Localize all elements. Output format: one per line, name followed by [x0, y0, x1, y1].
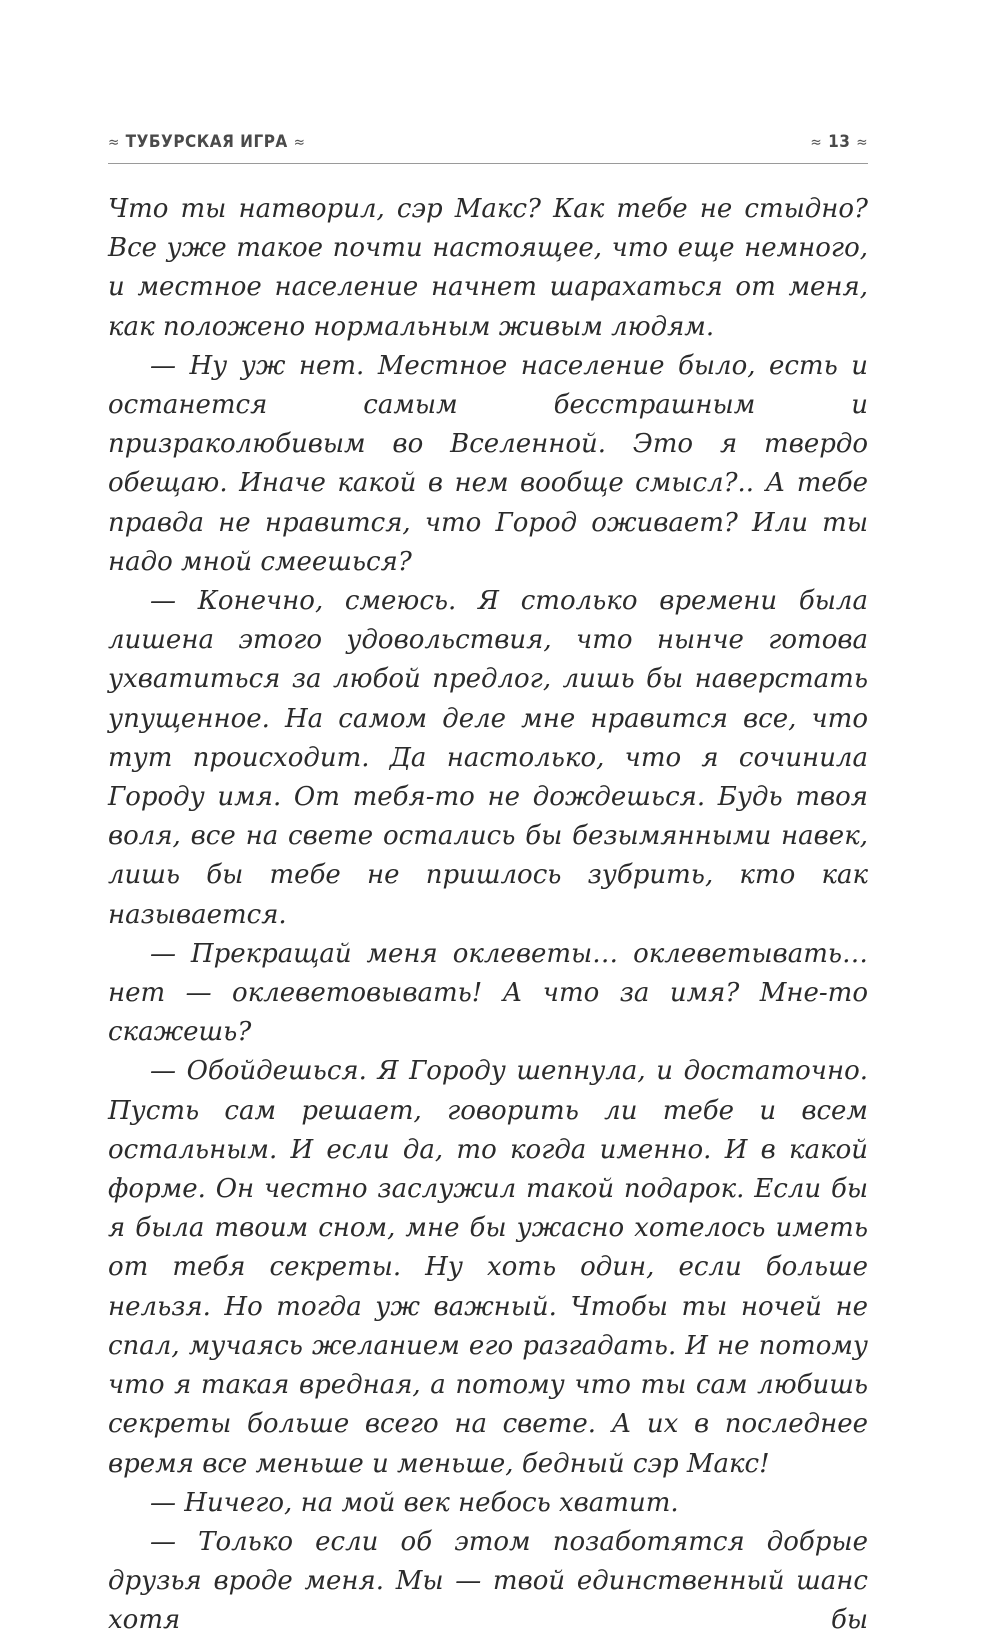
wave-ornament-icon: ≈ [108, 133, 120, 151]
wave-ornament-icon: ≈ [856, 133, 868, 151]
header-page-group [810, 132, 868, 152]
dialogue-paragraph: — Обойдешься. Я Городу шепнула, и достаточно. Пусть сам решает, говорить ли тебе и всем остальным. И если да, то когда именно. И в какой форме. Он честно заслужил такой подарок. Если бы я была твоим сном, мне бы ужасно хотелось иметь от тебя секреты. Ну хоть один, если больше нельзя. Но тогда уж важный. Чтобы ты ночей не спал, мучаясь желанием его разгадать. И не потому что я такая вредная, а потому что ты сам любишь секреты больше всего на свете. А их в последнее время все меньше и меньше, бедный сэр Макс! [108, 1056, 868, 1479]
dialogue-paragraph: — Ну уж нет. Местное население было, есть и останется самым бесстрашным и призраколюбивым во Вселенной. Это я твердо обещаю. Иначе какой в нем вообще смысл?.. А тебе правда не нравится, что Город оживает? Или ты надо мной смеешься? [108, 350, 868, 577]
dialogue-paragraph: — Конечно, смеюсь. Я столько времени была лишена этого удовольствия, что нынче готова ухватиться за любой предлог, лишь бы наверстать упущенное. На самом деле мне нравится все, что тут происходит. Да настолько, что я сочинила Городу имя. От тебя-то не дождешься. Будь твоя воля, все на свете остались бы безымянными навек, лишь бы тебе не пришлось зубрить, кто как называется. [108, 586, 868, 930]
wave-ornament-icon: ≈ [293, 133, 306, 151]
running-header [108, 132, 868, 156]
dialogue-paragraph-continues: — Только если об этом позаботятся добрые друзья вроде меня. Мы — твой единственный шанс хотя бы [108, 1526, 868, 1636]
dialogue-paragraph: — Прекращай меня оклеветы… оклеветывать… нет — оклеветовывать! А что за имя? Мне-то скажешь? [108, 938, 868, 1048]
book-title: ТУБУРСКАЯ ИГРА [125, 132, 288, 152]
page-body-text [108, 190, 868, 1641]
page-number: 13 [828, 132, 851, 152]
header-title-group [108, 132, 305, 152]
dialogue-paragraph: — Ничего, на мой век небось хватит. [150, 1487, 679, 1518]
paragraph-continued: Что ты натворил, сэр Макс? Как тебе не стыдно? Все уже такое почти настоящее, что еще немного, и местное население начнет шарахаться от меня, как положено нормальным живым людям. [108, 194, 868, 342]
header-divider [108, 163, 868, 164]
wave-ornament-icon: ≈ [810, 133, 823, 151]
